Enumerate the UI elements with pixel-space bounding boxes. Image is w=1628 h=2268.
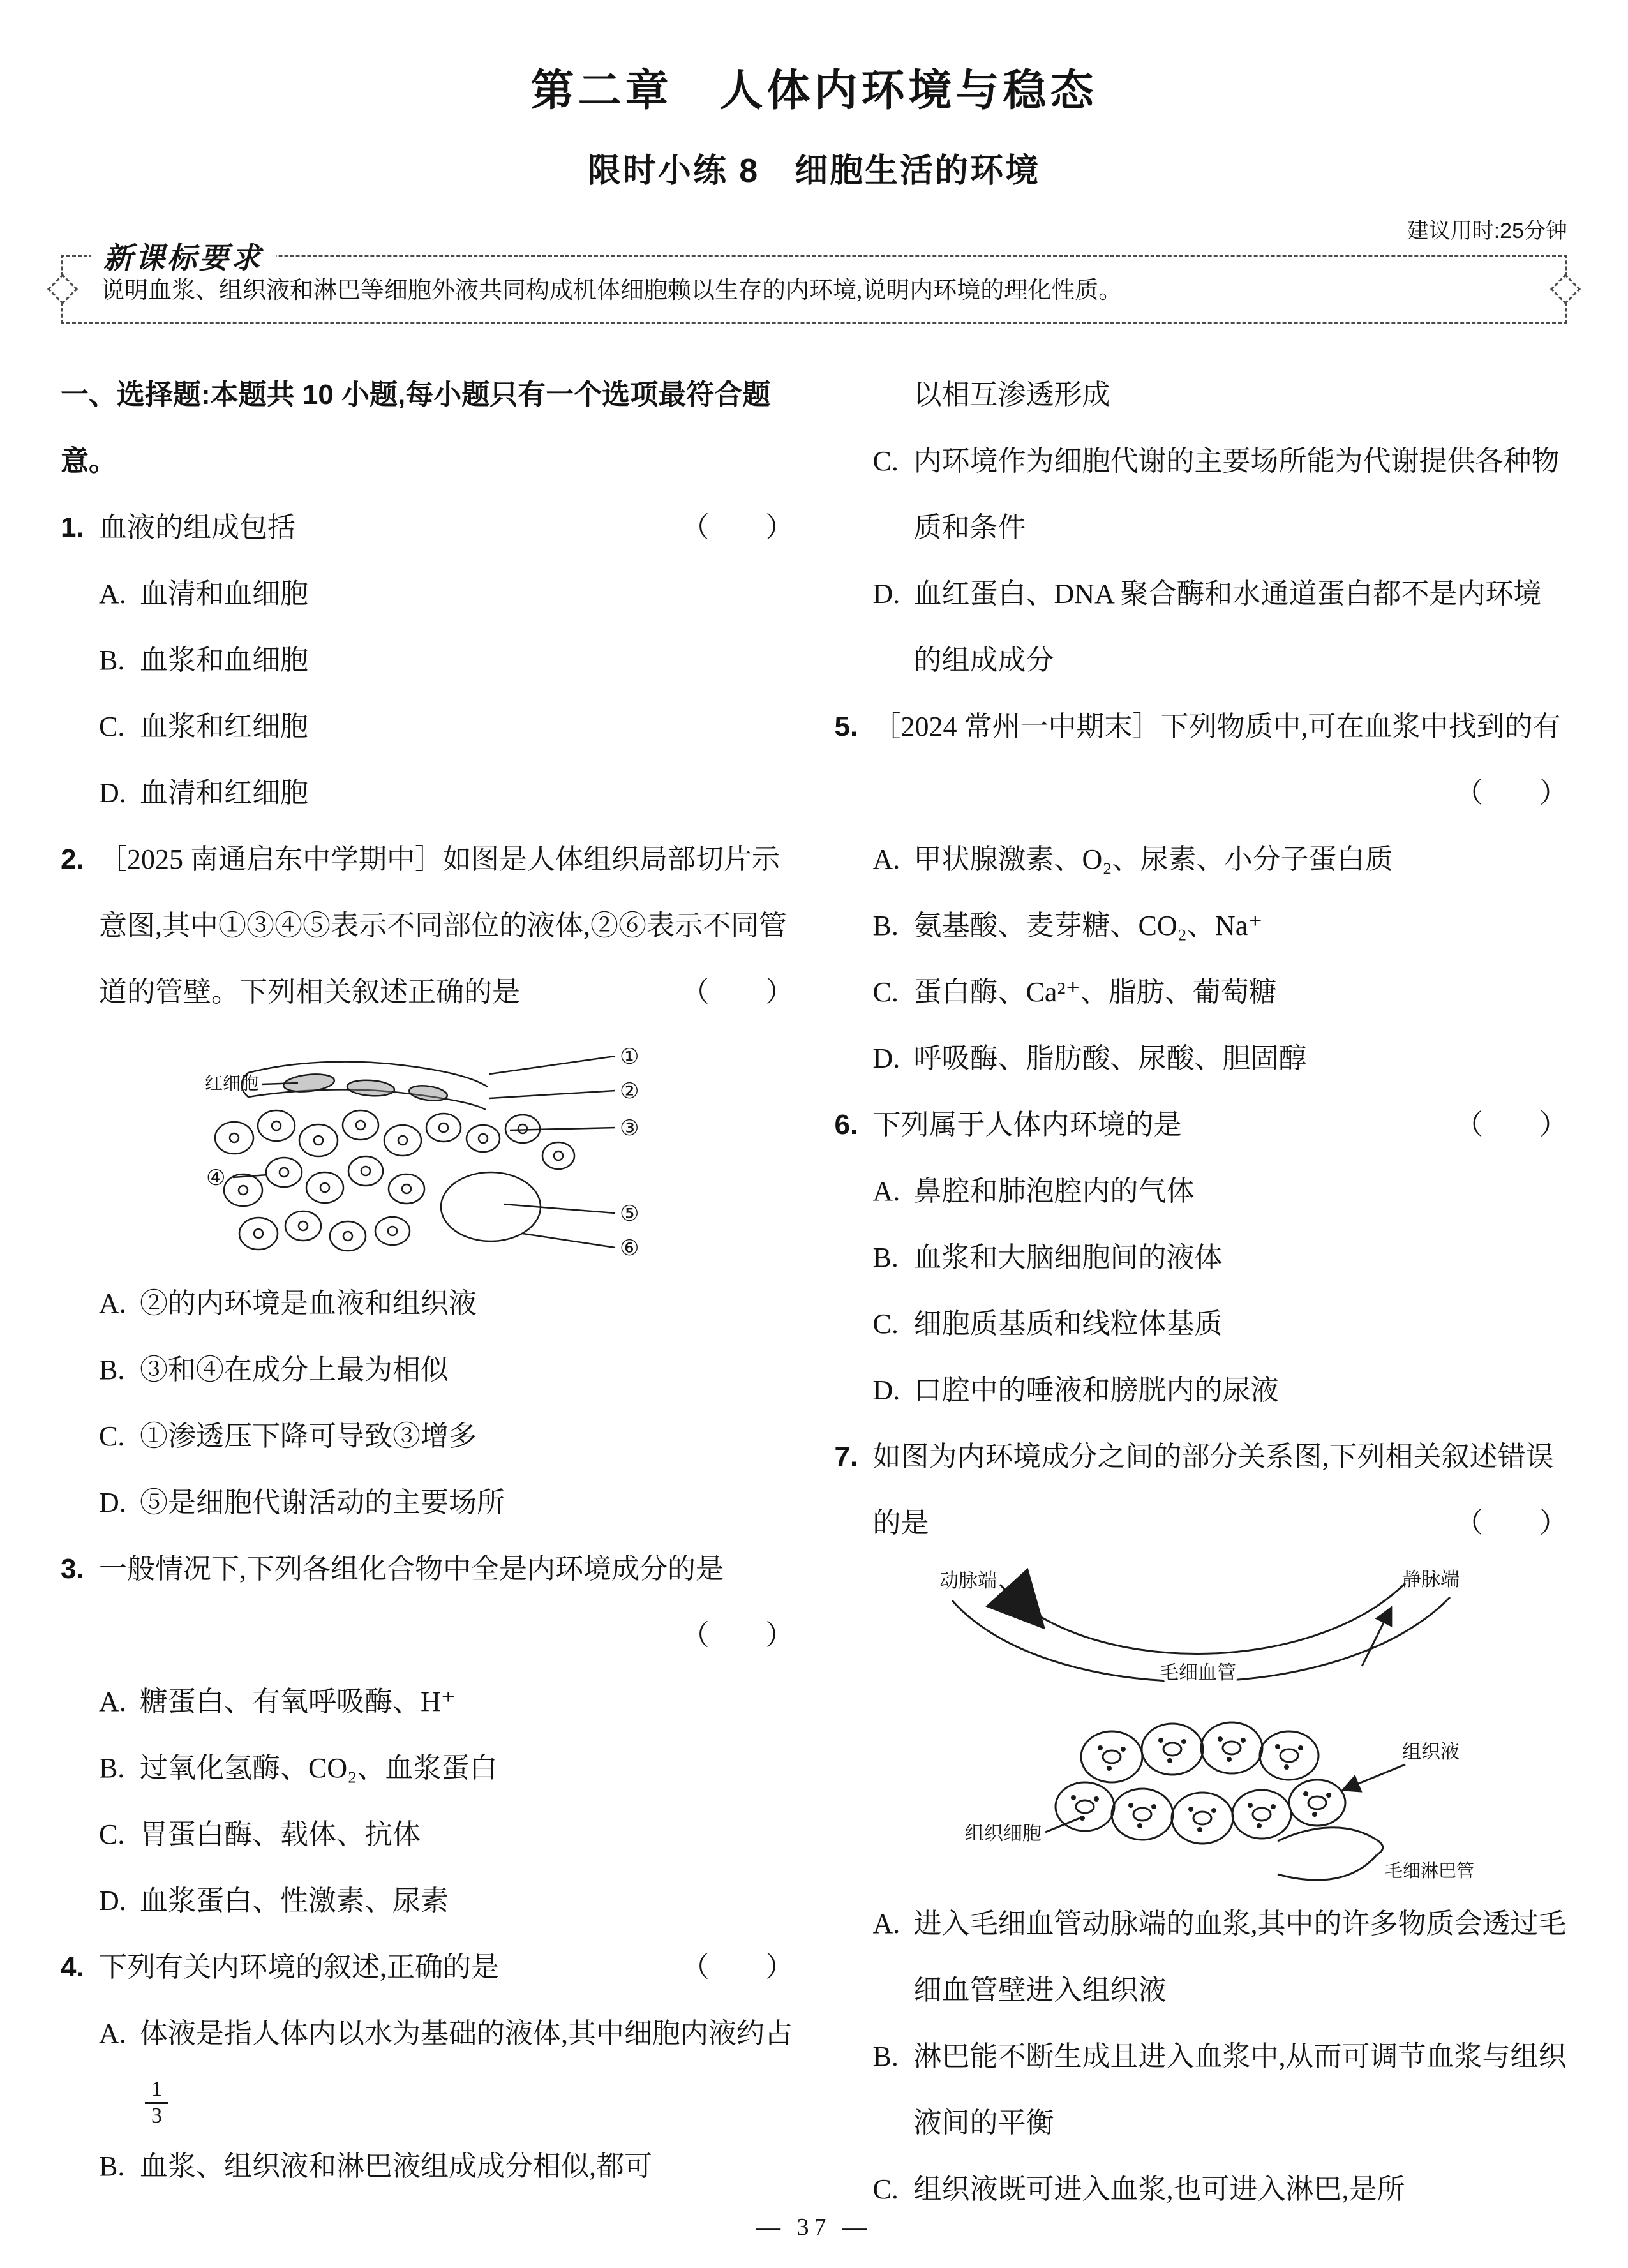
- option-text: ③和④在成分上最为相似: [140, 1354, 449, 1386]
- option-text: 血浆和血细胞: [140, 645, 308, 676]
- question-1: [61, 495, 794, 561]
- option-label: B.: [872, 1242, 899, 1274]
- option: [61, 561, 794, 627]
- chapter-title: 第二章 人体内环境与稳态: [530, 66, 1098, 115]
- answer-blank: （ ）: [1455, 777, 1567, 809]
- option-label: A.: [99, 2018, 126, 2050]
- stem-text: 下列有关内环境的叙述,正确的是: [99, 1951, 499, 1983]
- question-stem: [99, 826, 794, 1026]
- lymph-capillary-shape: [1278, 1828, 1383, 1880]
- option: [835, 1225, 1568, 1291]
- option-label: D.: [872, 1043, 900, 1075]
- option-label: B.: [99, 2151, 125, 2182]
- option: [61, 1735, 794, 1802]
- option-label: B.: [99, 645, 125, 676]
- option-label: A.: [99, 1686, 126, 1718]
- option-label: C.: [99, 711, 125, 743]
- circled-3-label: ③: [620, 1117, 639, 1141]
- question-number: 3.: [61, 1553, 84, 1585]
- suggested-time: 建议用时:25分钟: [1407, 219, 1567, 243]
- option-text: 呼吸酶、脂肪酸、尿酸、胆固醇: [913, 1043, 1307, 1075]
- arterial-end-label: 动脉端: [939, 1570, 997, 1592]
- question-stem: [99, 495, 794, 561]
- option-text: 糖蛋白、有氧呼吸酶、H⁺: [140, 1686, 456, 1718]
- option: [835, 893, 1568, 959]
- question-stem: [873, 1092, 1568, 1158]
- section-heading: 一、选择题:本题共 10 小题,每小题只有一个选项最符合题意。: [61, 379, 771, 477]
- option-text: 血浆和大脑细胞间的液体: [913, 1242, 1223, 1274]
- left-column: [61, 362, 794, 2223]
- option-text: 血清和红细胞: [140, 777, 308, 809]
- page-number: — 37 —: [756, 2214, 872, 2241]
- leader-2: [489, 1091, 615, 1098]
- answer-blank: （ ）: [681, 1620, 794, 1652]
- option-label: D.: [99, 1885, 126, 1917]
- stem-text: ［2024 常州一中期末］下列物质中,可在血浆中找到的有: [872, 711, 1561, 743]
- venous-flow-arrow: [1362, 1608, 1391, 1666]
- option-label: B.: [99, 1752, 125, 1784]
- option: [61, 2001, 794, 2133]
- option-label: D.: [99, 777, 126, 809]
- option-label: C.: [872, 1308, 899, 1340]
- arterial-flow-arrow: [1015, 1596, 1042, 1625]
- option: [61, 1470, 794, 1536]
- option-text: 淋巴能不断生成且进入血浆中,从而可调节血浆与组织液间的平衡: [913, 2041, 1567, 2139]
- curriculum-note-box: [61, 242, 1567, 324]
- option-text: 氨基酸、麦芽糖、CO₂、Na⁺: [913, 910, 1263, 942]
- option: [835, 1357, 1568, 1424]
- option-continuation: 以相互渗透形成: [913, 379, 1110, 411]
- option: [61, 1802, 794, 1868]
- venous-end-label: 静脉端: [1401, 1569, 1460, 1591]
- circled-2-label: ②: [620, 1080, 639, 1104]
- option: [835, 959, 1568, 1026]
- question-stem: [873, 694, 1568, 826]
- option: [61, 1868, 794, 1934]
- option: [61, 1403, 794, 1470]
- two-column-body: [61, 362, 1567, 2223]
- answer-blank: （ ）: [681, 976, 794, 1008]
- option: [835, 2024, 1568, 2156]
- option-label: B.: [872, 910, 899, 942]
- curriculum-note-text: 说明血浆、组织液和淋巴等细胞外液共同构成机体细胞赖以生存的内环境,说明内环境的理化性质。: [101, 278, 1123, 304]
- option-text: 细胞质基质和线粒体基质: [913, 1308, 1223, 1340]
- leader-6: [523, 1234, 615, 1248]
- option-label: C.: [872, 445, 899, 477]
- option: [61, 760, 794, 826]
- option-label: C.: [872, 2174, 899, 2205]
- option-label: A.: [872, 844, 900, 876]
- circled-6-label: ⑥: [620, 1237, 639, 1261]
- option-text: 血浆和红细胞: [140, 711, 308, 743]
- option-label: A.: [872, 1175, 900, 1207]
- tissue-fluid-arrow: [1343, 1764, 1405, 1790]
- stem-text: 一般情况下,下列各组化合物中全是内环境成分的是: [99, 1553, 724, 1585]
- stem-text: 如图为内环境成分之间的部分关系图,下列相关叙述错误的是: [872, 1441, 1554, 1539]
- option-label: A.: [872, 1908, 900, 1940]
- tissue-section-figure: [61, 1034, 794, 1264]
- red-blood-cell-shape: [347, 1079, 395, 1098]
- option-label: D.: [99, 1487, 126, 1519]
- option: [835, 1891, 1568, 2024]
- question-number: 4.: [61, 1951, 84, 1983]
- option: [61, 694, 794, 760]
- option-label: A.: [99, 578, 126, 610]
- option-text: ①渗透压下降可导致③增多: [140, 1421, 477, 1452]
- option-text: 胃蛋白酶、载体、抗体: [140, 1819, 421, 1851]
- option-text: 进入毛细血管动脉端的血浆,其中的许多物质会透过毛细血管壁进入组织液: [913, 1908, 1567, 2006]
- option-text: 蛋白酶、Ca²⁺、脂肪、葡萄糖: [913, 976, 1277, 1008]
- option-text: [140, 2001, 794, 2133]
- option-text: 鼻腔和肺泡腔内的气体: [913, 1175, 1195, 1207]
- circled-5-label: ⑤: [620, 1202, 639, 1227]
- answer-blank: （ ）: [681, 512, 794, 544]
- option-text: 内环境作为细胞代谢的主要场所能为代谢提供各种物质和条件: [913, 445, 1560, 544]
- option-label: B.: [872, 2041, 899, 2073]
- option: [61, 1271, 794, 1337]
- tissue-cells-label: 组织细胞: [964, 1823, 1042, 1845]
- answer-blank: （ ）: [1455, 1109, 1567, 1141]
- question-2: [61, 826, 794, 1026]
- stem-text: ［2025 南通启东中学期中］如图是人体组织局部切片示意图,其中①③④⑤表示不同部位的液体,②⑥表示不同管道的管壁。下列相关叙述正确的是: [99, 844, 787, 1008]
- option-label: C.: [99, 1819, 125, 1851]
- option-text: 甲状腺激素、O₂、尿素、小分子蛋白质: [913, 844, 1393, 876]
- circled-1-label: ①: [620, 1045, 639, 1070]
- question-number: 1.: [61, 512, 84, 544]
- tissue-cells-cluster: [1056, 1722, 1345, 1844]
- option-label: B.: [99, 1354, 125, 1386]
- capillary-inner-wall: [1000, 1583, 1405, 1654]
- option-label: A.: [99, 1288, 126, 1320]
- leader-3: [510, 1128, 615, 1130]
- capillary-label: 毛细血管: [1159, 1662, 1236, 1684]
- red-blood-cell-label: 红细胞: [205, 1074, 259, 1094]
- question-7: [835, 1424, 1568, 1556]
- curriculum-note-label: 新课标要求: [91, 235, 276, 277]
- option-text: ⑤是细胞代谢活动的主要场所: [140, 1487, 505, 1519]
- option-text: 过氧化氢酶、CO₂、血浆蛋白: [140, 1752, 498, 1784]
- option: [61, 1669, 794, 1735]
- stem-text: 血液的组成包括: [99, 512, 295, 544]
- option-text: 口腔中的唾液和膀胱内的尿液: [913, 1375, 1279, 1406]
- circled-4-label: ④: [206, 1167, 226, 1191]
- option-label: C.: [872, 976, 899, 1008]
- option-text: 血浆、组织液和淋巴液组成成分相似,都可: [140, 2151, 652, 2182]
- option-text: 血浆蛋白、性激素、尿素: [140, 1885, 449, 1917]
- option-label: D.: [872, 1375, 900, 1406]
- option: [835, 1026, 1568, 1092]
- question-4: [61, 1934, 794, 2001]
- fraction-one-third: [145, 2077, 168, 2128]
- option: [835, 561, 1568, 694]
- option-text: 血红蛋白、DNA 聚合酶和水通道蛋白都不是内环境的组成成分: [913, 578, 1542, 676]
- option: [61, 1337, 794, 1403]
- option-text: ②的内环境是血液和组织液: [140, 1288, 477, 1320]
- question-3: [61, 1536, 794, 1669]
- option: [835, 1158, 1568, 1225]
- fraction-denominator: 3: [151, 2103, 162, 2128]
- lymph-capillary-label: 毛细淋巴管: [1384, 1861, 1474, 1882]
- question-5: [835, 694, 1568, 826]
- option-text: 血清和血细胞: [140, 578, 308, 610]
- red-blood-cell-shape: [408, 1084, 448, 1103]
- question-number: 6.: [834, 1109, 858, 1141]
- section-title: 限时小练 8 细胞生活的环境: [587, 153, 1041, 190]
- question-stem: [99, 1536, 794, 1669]
- option-label: D.: [872, 578, 900, 610]
- capillary-diagram-figure: [835, 1565, 1568, 1884]
- leader-1: [489, 1056, 615, 1074]
- stem-text: 下列属于人体内环境的是: [872, 1109, 1182, 1141]
- option: [835, 1291, 1568, 1357]
- question-6: [835, 1092, 1568, 1158]
- fraction-numerator: 1: [145, 2077, 168, 2103]
- option-label: C.: [99, 1421, 125, 1452]
- option: [835, 428, 1568, 561]
- right-column: [835, 362, 1568, 2223]
- question-stem: [99, 1934, 794, 2001]
- option: [835, 826, 1568, 893]
- question-number: 2.: [61, 844, 84, 876]
- answer-blank: （ ）: [1455, 1507, 1567, 1539]
- question-number: 5.: [834, 711, 858, 743]
- option-text: 组织液既可进入血浆,也可进入淋巴,是所: [913, 2174, 1405, 2205]
- question-number: 7.: [834, 1441, 858, 1473]
- tissue-fluid-label: 组织液: [1401, 1742, 1460, 1763]
- option-text-part: 体液是指人体内以水为基础的液体,其中细胞内液约占: [140, 2018, 793, 2050]
- option: [61, 2133, 794, 2200]
- option: [61, 627, 794, 694]
- answer-blank: （ ）: [681, 1951, 794, 1983]
- question-stem: [873, 1424, 1568, 1556]
